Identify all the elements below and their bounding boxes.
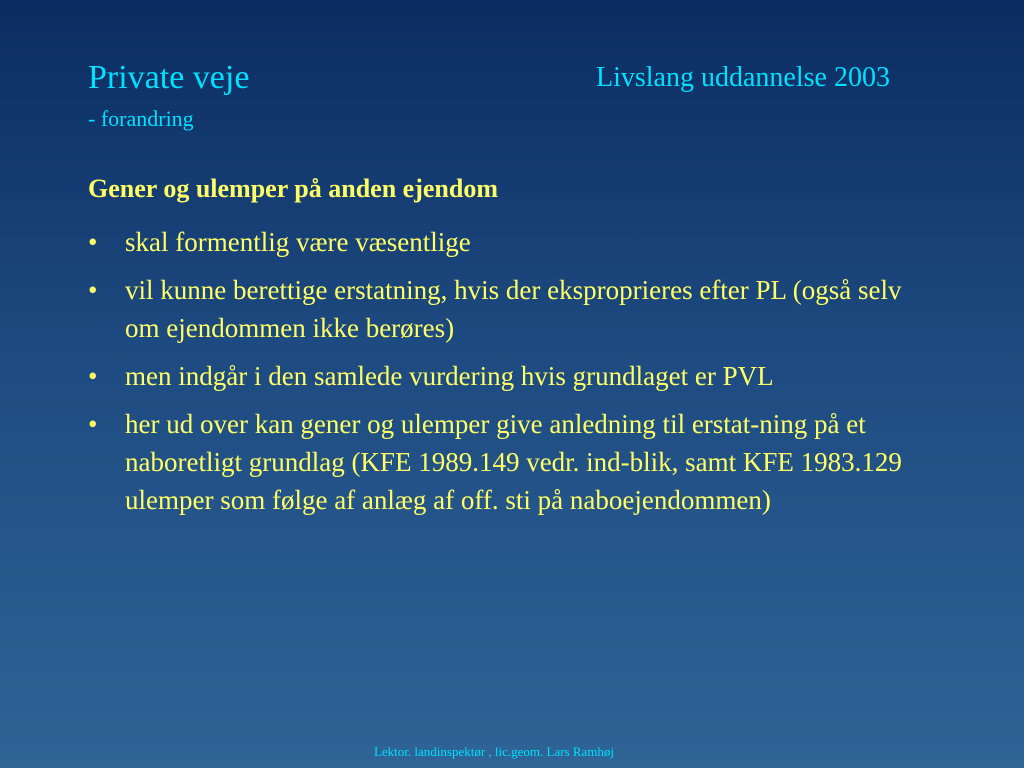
course-label: Livslang uddannelse 2003: [596, 62, 890, 93]
bullet-icon: •: [88, 409, 98, 439]
bullet-item: [88, 223, 938, 261]
bullet-icon: •: [88, 361, 98, 391]
bullet-list: [88, 223, 938, 529]
bullet-text: her ud over kan gener og ulemper give anledning til erstat-ning på et naboretligt grundlag (KFE 1989.149 vedr. ind-blik, samt KFE 1983.129 ulemper som følge af anlæg af off. sti på naboejendommen): [125, 409, 902, 515]
slide-footer: Lektor. landinspektør , lic.geom. Lars Ramhøj: [373, 744, 615, 759]
bullet-text: skal formentlig være væsentlige: [125, 227, 471, 257]
slide-subtitle: - forandring: [88, 106, 194, 131]
bullet-item: [88, 405, 938, 519]
bullet-text: vil kunne berettige erstatning, hvis der eksproprieres efter PL (også selv om ejendommen ikke berøres): [125, 275, 902, 343]
slide-title: Private veje: [88, 59, 250, 96]
bullet-item: [88, 271, 938, 347]
section-heading: Gener og ulemper på anden ejendom: [88, 174, 498, 203]
bullet-icon: •: [88, 275, 98, 305]
bullet-text: men indgår i den samlede vurdering hvis grundlaget er PVL: [125, 361, 774, 391]
bullet-icon: •: [88, 227, 98, 257]
bullet-item: [88, 357, 938, 395]
